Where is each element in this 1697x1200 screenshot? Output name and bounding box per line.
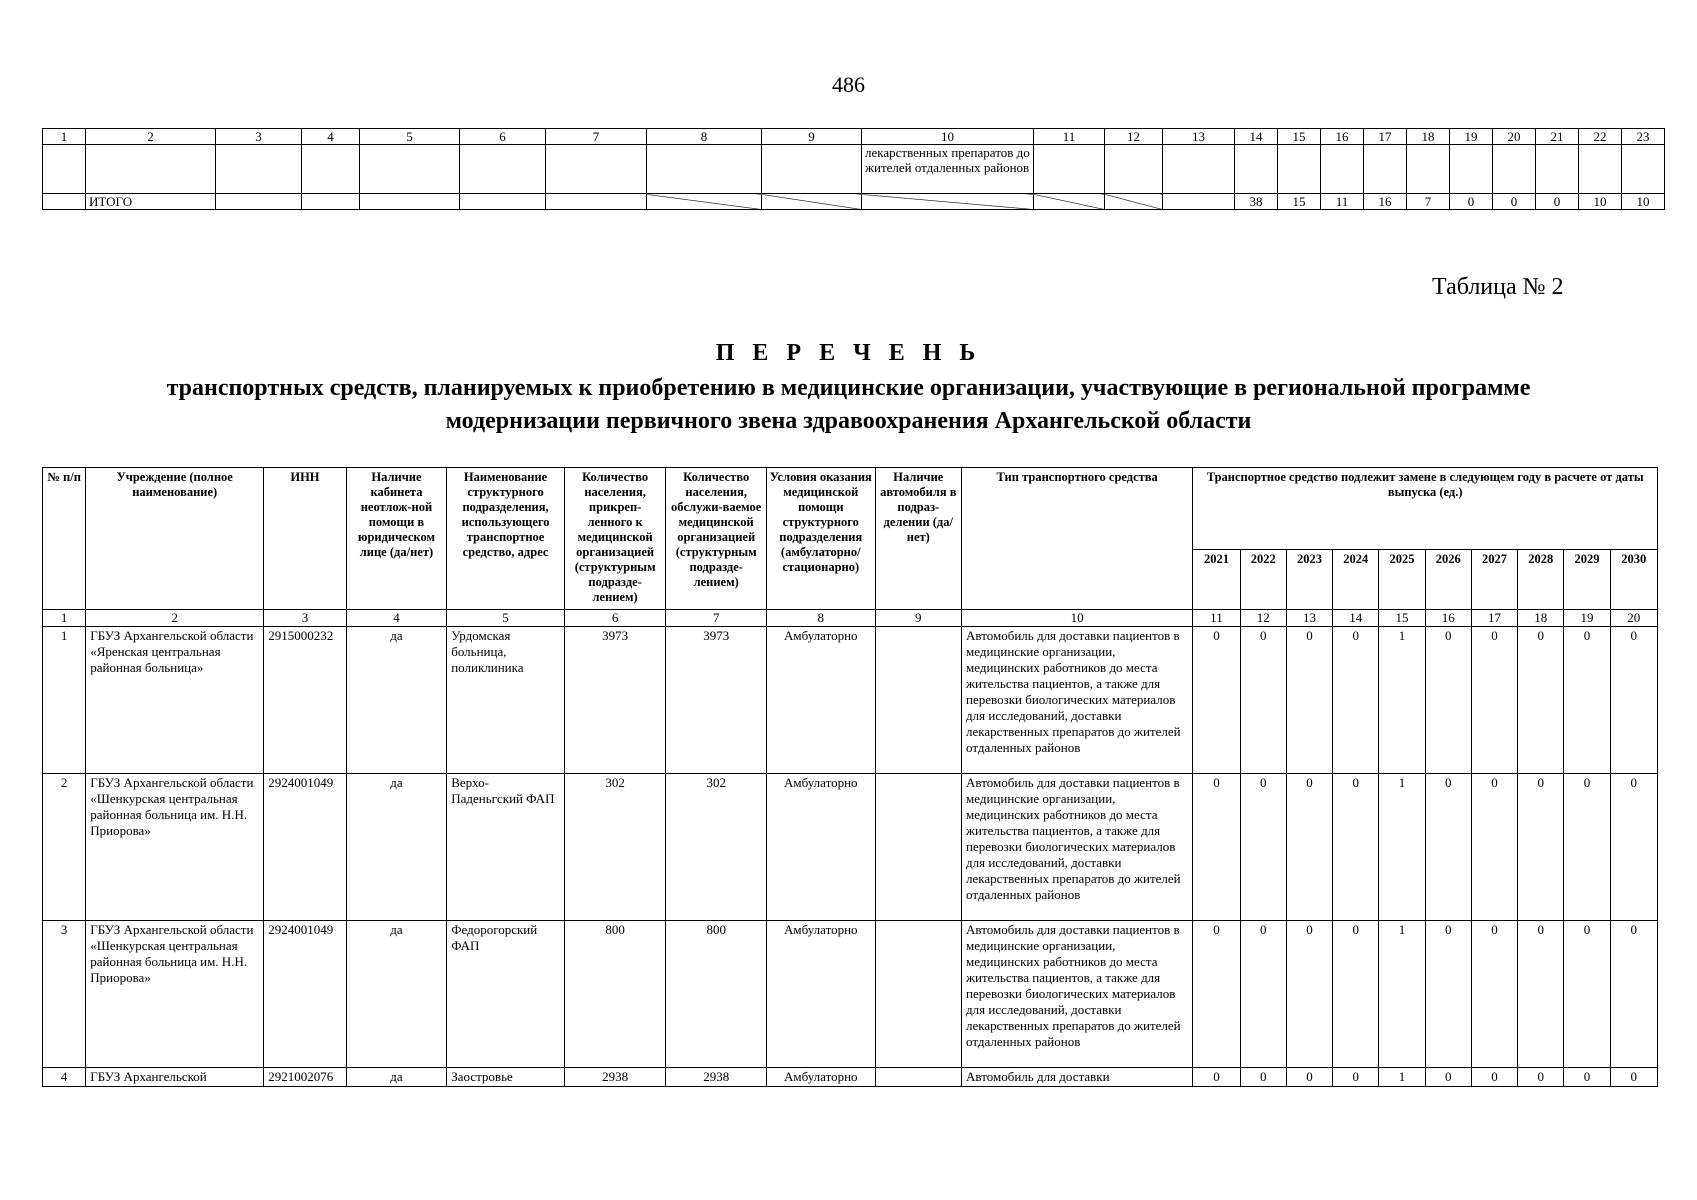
year-value: 0: [1471, 921, 1517, 1068]
column-number: 20: [1493, 129, 1536, 145]
served-population: 800: [666, 921, 767, 1068]
column-number: 12: [1240, 610, 1286, 627]
header-replacement-group: Транспортное средство подлежит замене в следующем году в расчете от даты выпуска (ед.): [1193, 468, 1658, 550]
served-population: 2938: [666, 1068, 767, 1087]
column-number-row: [43, 610, 1658, 627]
emergency-office: да: [346, 774, 447, 921]
header-subdivision: Наименование структурного подразделения, использующего транспортное средство, адрес: [447, 468, 565, 610]
column-number: 13: [1286, 610, 1332, 627]
year-value: 0: [1333, 921, 1379, 1068]
column-number: 15: [1278, 129, 1321, 145]
year-value: 0: [1193, 627, 1240, 774]
vehicle-available: [875, 1068, 961, 1087]
attached-population: 800: [564, 921, 666, 1068]
header-attached-population: Количество населения, прикреп-ленного к медицинской организацией (структурным подразде-лением): [564, 468, 666, 610]
table-row: [43, 627, 1658, 774]
vehicle-available: [875, 627, 961, 774]
column-number: 9: [875, 610, 961, 627]
continuation-text: лекарственных препаратов до жителей отдаленных районов: [862, 145, 1034, 194]
year-value: 0: [1518, 774, 1564, 921]
year-value: 0: [1518, 627, 1564, 774]
vehicle-available: [875, 921, 961, 1068]
total-value: 10: [1579, 194, 1622, 210]
year-value: 0: [1564, 774, 1610, 921]
column-number: 11: [1193, 610, 1240, 627]
total-value: 11: [1321, 194, 1364, 210]
year-value: 0: [1425, 921, 1471, 1068]
year-value: 0: [1425, 1068, 1471, 1087]
column-number: 7: [666, 610, 767, 627]
total-value: 7: [1407, 194, 1450, 210]
year-value: 0: [1610, 627, 1657, 774]
header-vehicle-type: Тип транспортного средства: [962, 468, 1193, 610]
column-number: 23: [1622, 129, 1665, 145]
header-care-conditions: Условия оказания медицинской помощи структурного подразделения (амбулаторно/ стационарно): [766, 468, 875, 610]
emergency-office: да: [346, 1068, 447, 1087]
column-number: 3: [216, 129, 302, 145]
year-value: 0: [1240, 1068, 1286, 1087]
year-header: 2028: [1518, 550, 1564, 610]
year-header: 2030: [1610, 550, 1657, 610]
diagonal-cell: [862, 194, 1034, 210]
column-number: 17: [1364, 129, 1407, 145]
table-label: Таблица № 2: [1432, 274, 1564, 300]
row-num: 1: [43, 627, 86, 774]
year-header: 2023: [1286, 550, 1332, 610]
column-number: 18: [1407, 129, 1450, 145]
diagonal-cell: [647, 194, 762, 210]
year-value: 0: [1564, 1068, 1610, 1087]
total-value: 10: [1622, 194, 1665, 210]
year-value: 0: [1333, 774, 1379, 921]
year-value: 0: [1471, 774, 1517, 921]
year-value: 0: [1518, 921, 1564, 1068]
institution: ГБУЗ Архангельской области «Яренская центральная районная больница»: [86, 627, 264, 774]
attached-population: 3973: [564, 627, 666, 774]
year-value: 0: [1240, 921, 1286, 1068]
institution: ГБУЗ Архангельской области «Шенкурская центральная районная больница им. Н.Н. Приорова»: [86, 921, 264, 1068]
column-number-row: [43, 129, 1665, 145]
page-number: 486: [832, 72, 865, 97]
year-value: 0: [1425, 627, 1471, 774]
year-header: 2029: [1564, 550, 1610, 610]
continuation-table: [42, 128, 1665, 210]
total-label: ИТОГО: [86, 194, 216, 210]
year-header: 2021: [1193, 550, 1240, 610]
row-num: 3: [43, 921, 86, 1068]
column-number: 21: [1536, 129, 1579, 145]
year-value: 0: [1564, 627, 1610, 774]
column-number: 14: [1333, 610, 1379, 627]
column-number: 5: [447, 610, 565, 627]
year-value: 0: [1193, 1068, 1240, 1087]
diagonal-cell: [1105, 194, 1163, 210]
column-number: 10: [962, 610, 1193, 627]
vehicle-type: Автомобиль для доставки: [962, 1068, 1193, 1087]
attached-population: 2938: [564, 1068, 666, 1087]
year-value: 1: [1379, 774, 1425, 921]
year-value: 0: [1333, 1068, 1379, 1087]
column-number: 2: [86, 610, 264, 627]
header-vehicle-available: Наличие автомобиля в подраз-делении (да/нет): [875, 468, 961, 610]
institution: ГБУЗ Архангельской: [86, 1068, 264, 1087]
header-served-population: Количество населения, обслужи-ваемое медицинской организацией (структурным подразде-лением): [666, 468, 767, 610]
total-row: [43, 194, 1665, 210]
column-number: 10: [862, 129, 1034, 145]
column-number: 16: [1321, 129, 1364, 145]
table-row: [43, 1068, 1658, 1087]
column-number: 17: [1471, 610, 1517, 627]
column-number: 5: [360, 129, 460, 145]
column-number: 2: [86, 129, 216, 145]
total-value: 16: [1364, 194, 1407, 210]
column-number: 6: [564, 610, 666, 627]
served-population: 302: [666, 774, 767, 921]
column-number: 7: [546, 129, 647, 145]
year-value: 1: [1379, 1068, 1425, 1087]
year-value: 0: [1610, 1068, 1657, 1087]
served-population: 3973: [666, 627, 767, 774]
year-value: 0: [1518, 1068, 1564, 1087]
year-value: 0: [1286, 627, 1332, 774]
emergency-office: да: [346, 921, 447, 1068]
vehicle-type: Автомобиль для доставки пациентов в медицинские организации, медицинских работников до места жительства пациентов, а также для перевозки биологических материалов для исследований, доставки лекарственных препаратов до жителей отдаленных районов: [962, 921, 1193, 1068]
column-number: 6: [460, 129, 546, 145]
column-number: 14: [1235, 129, 1278, 145]
year-value: 0: [1240, 774, 1286, 921]
column-number: 8: [647, 129, 762, 145]
column-number: 9: [762, 129, 862, 145]
header-emergency-office: Наличие кабинета неотлож-ной помощи в юридическом лице (да/нет): [346, 468, 447, 610]
total-value: 0: [1450, 194, 1493, 210]
column-number: 12: [1105, 129, 1163, 145]
column-number: 18: [1518, 610, 1564, 627]
total-value: 0: [1536, 194, 1579, 210]
subdivision: Заостровье: [447, 1068, 565, 1087]
year-value: 0: [1425, 774, 1471, 921]
year-value: 0: [1471, 1068, 1517, 1087]
column-number: 1: [43, 610, 86, 627]
year-value: 0: [1193, 774, 1240, 921]
subdivision: Федорогорский ФАП: [447, 921, 565, 1068]
vehicle-available: [875, 774, 961, 921]
year-header: 2026: [1425, 550, 1471, 610]
subdivision: Урдомская больница, поликлиника: [447, 627, 565, 774]
inn: 2915000232: [264, 627, 346, 774]
institution: ГБУЗ Архангельской области «Шенкурская центральная районная больница им. Н.Н. Приорова»: [86, 774, 264, 921]
diagonal-cell: [1034, 194, 1105, 210]
document-title: П Е Р Е Ч Е Н Ь: [715, 340, 982, 366]
total-value: 0: [1493, 194, 1536, 210]
document-subtitle: транспортных средств, планируемых к приобретению в медицинские организации, участвующие в региональной программе модернизации первичного звена здравоохранения Архангельской области: [166, 375, 1531, 434]
column-number: 13: [1163, 129, 1235, 145]
year-header: 2024: [1333, 550, 1379, 610]
year-value: 0: [1286, 774, 1332, 921]
column-number: 1: [43, 129, 86, 145]
header-row: [43, 468, 1658, 550]
year-value: 0: [1471, 627, 1517, 774]
year-value: 0: [1240, 627, 1286, 774]
total-value: 15: [1278, 194, 1321, 210]
vehicles-table: [42, 467, 1658, 1087]
care-conditions: Амбулаторно: [766, 774, 875, 921]
header-num: № п/п: [43, 468, 86, 610]
year-value: 0: [1564, 921, 1610, 1068]
year-header: 2027: [1471, 550, 1517, 610]
table-row: [43, 774, 1658, 921]
care-conditions: Амбулаторно: [766, 1068, 875, 1087]
row-num: 2: [43, 774, 86, 921]
care-conditions: Амбулаторно: [766, 921, 875, 1068]
column-number: 4: [302, 129, 360, 145]
column-number: 11: [1034, 129, 1105, 145]
year-value: 1: [1379, 921, 1425, 1068]
column-number: 15: [1379, 610, 1425, 627]
year-value: 0: [1333, 627, 1379, 774]
continuation-row: [43, 145, 1665, 194]
row-num: 4: [43, 1068, 86, 1087]
year-header: 2022: [1240, 550, 1286, 610]
inn: 2921002076: [264, 1068, 346, 1087]
inn: 2924001049: [264, 774, 346, 921]
table-row: [43, 921, 1658, 1068]
column-number: 22: [1579, 129, 1622, 145]
column-number: 19: [1564, 610, 1610, 627]
vehicle-type: Автомобиль для доставки пациентов в медицинские организации, медицинских работников до места жительства пациентов, а также для перевозки биологических материалов для исследований, доставки лекарственных препаратов до жителей отдаленных районов: [962, 627, 1193, 774]
year-header: 2025: [1379, 550, 1425, 610]
column-number: 8: [766, 610, 875, 627]
column-number: 16: [1425, 610, 1471, 627]
attached-population: 302: [564, 774, 666, 921]
total-value: 38: [1235, 194, 1278, 210]
year-value: 0: [1610, 921, 1657, 1068]
inn: 2924001049: [264, 921, 346, 1068]
emergency-office: да: [346, 627, 447, 774]
column-number: 19: [1450, 129, 1493, 145]
column-number: 4: [346, 610, 447, 627]
year-value: 0: [1610, 774, 1657, 921]
header-inn: ИНН: [264, 468, 346, 610]
vehicle-type: Автомобиль для доставки пациентов в медицинские организации, медицинских работников до места жительства пациентов, а также для перевозки биологических материалов для исследований, доставки лекарственных препаратов до жителей отдаленных районов: [962, 774, 1193, 921]
subdivision: Верхо-Паденьгский ФАП: [447, 774, 565, 921]
year-value: 0: [1286, 1068, 1332, 1087]
column-number: 3: [264, 610, 346, 627]
year-value: 1: [1379, 627, 1425, 774]
year-value: 0: [1286, 921, 1332, 1068]
header-institution: Учреждение (полное наименование): [86, 468, 264, 610]
care-conditions: Амбулаторно: [766, 627, 875, 774]
diagonal-cell: [762, 194, 862, 210]
year-value: 0: [1193, 921, 1240, 1068]
column-number: 20: [1610, 610, 1657, 627]
